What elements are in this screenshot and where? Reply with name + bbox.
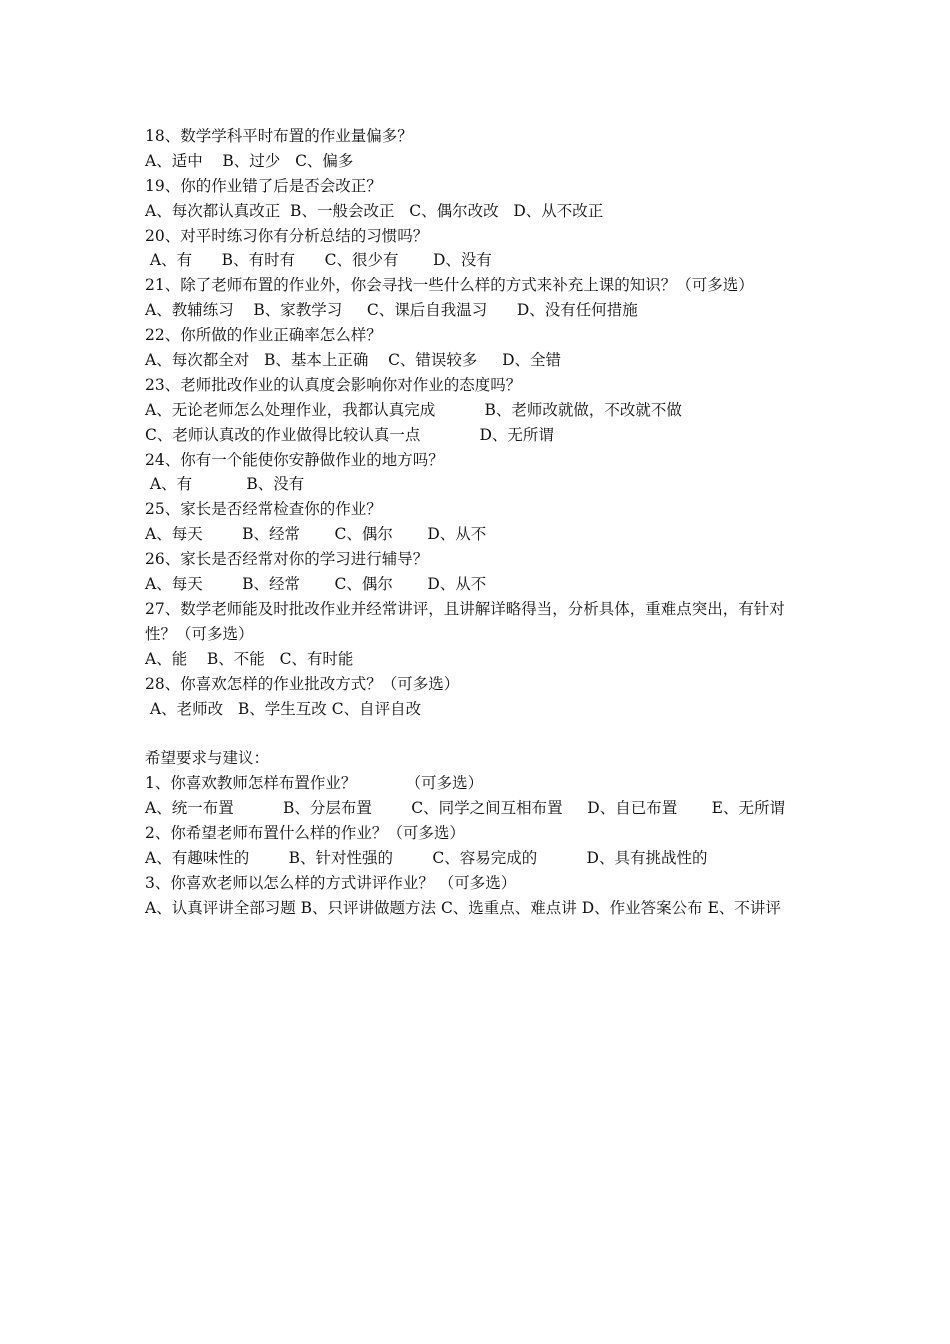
question-25: 25、家长是否经常检查你的作业？ (145, 500, 382, 519)
question-27: 27、数学老师能及时批改作业并经常讲评，且讲解详略得当，分析具体，重难点突出，有针对性？（可多选） (145, 599, 785, 643)
question-23: 23、老师批改作业的认真度会影响你对作业的态度吗？ (145, 375, 522, 394)
suggestion-1: 1、你喜欢教师怎样布置作业？ （可多选） (145, 774, 484, 793)
question-22: 22、你所做的作业正确率怎么样？ (145, 326, 382, 345)
options-23-line1: A、无论老师怎么处理作业，我都认真完成 B、老师改就做，不改就不做 (145, 400, 682, 419)
question-26: 26、家长是否经常对你的学习进行辅导？ (145, 550, 429, 569)
options-21: A、教辅练习 B、家教学习 C、课后自我温习 D、没有任何措施 (145, 301, 638, 320)
question-21: 21、除了老师布置的作业外，你会寻找一些什么样的方式来补充上课的知识？（可多选） (145, 276, 754, 295)
question-18: 18、数学学科平时布置的作业量偏多？ (145, 127, 413, 145)
options-20: A、有 B、有时有 C、很少有 D、没有 (145, 251, 492, 270)
options-27: A、能 B、不能 C、有时能 (145, 649, 354, 668)
question-28: 28、你喜欢怎样的作业批改方式？（可多选） (145, 674, 460, 693)
suggestion-3: 3、你喜欢老师以怎么样的方式讲评作业？ （可多选） (145, 873, 517, 892)
questionnaire-body (145, 124, 815, 921)
suggestion-1-options: A、统一布置 B、分层布置 C、同学之间互相布置 D、自已布置 E、无所谓 (145, 799, 785, 818)
question-19: 19、你的作业错了后是否会改正？ (145, 176, 382, 195)
options-28: A、老师改 B、学生互改 C、自评自改 (145, 699, 422, 718)
suggestion-2-options: A、有趣味性的 B、针对性强的 C、容易完成的 D、具有挑战性的 (145, 848, 708, 867)
options-26: A、每天 B、经常 C、偶尔 D、从不 (145, 575, 487, 594)
question-24: 24、你有一个能使你安静做作业的地方吗？ (145, 450, 444, 469)
options-25: A、每天 B、经常 C、偶尔 D、从不 (145, 525, 487, 544)
options-23-line2: C、老师认真改的作业做得比较认真一点 D、无所谓 (145, 425, 554, 444)
options-22: A、每次都全对 B、基本上正确 C、错误较多 D、全错 (145, 351, 561, 370)
question-20: 20、对平时练习你有分析总结的习惯吗？ (145, 226, 429, 245)
options-24: A、有 B、没有 (145, 475, 305, 494)
suggestion-3-options: A、认真评讲全部习题 B、只评讲做题方法 C、选重点、难点讲 D、作业答案公布 E、不讲评 (145, 898, 781, 917)
suggestion-2: 2、你希望老师布置什么样的作业？（可多选） (145, 823, 465, 842)
suggestions-heading: 希望要求与建议： (145, 749, 270, 768)
options-18: A、适中 B、过少 C、偏多 (145, 151, 354, 170)
options-19: A、每次都认真改正 B、一般会改正 C、偶尔改改 D、从不改正 (145, 201, 604, 220)
section-spacer (145, 721, 815, 746)
